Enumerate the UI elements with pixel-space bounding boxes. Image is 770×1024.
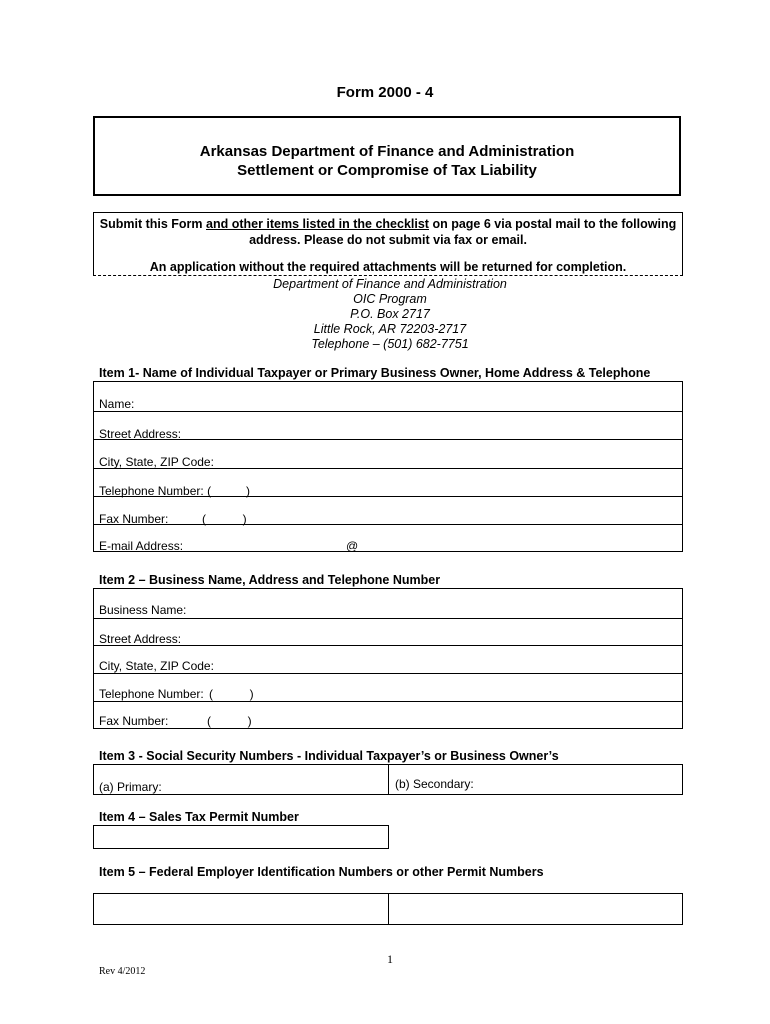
- item5-table: [93, 893, 683, 925]
- business-fax-label: Fax Number:: [99, 714, 169, 728]
- submission-text-part2: on page 6 via postal mail to the following address. Please do not submit via fax or email.: [249, 217, 677, 247]
- submission-text-part1: Submit this Form: [99, 217, 206, 231]
- street-address-field[interactable]: [94, 411, 682, 439]
- address-line: Department of Finance and Administration: [273, 277, 507, 291]
- address-line: OIC Program: [353, 292, 427, 306]
- ssn-primary-label: (a) Primary:: [99, 780, 162, 794]
- item2-table: [93, 588, 683, 729]
- submission-instructions: [93, 212, 683, 276]
- address-line: Telephone – (501) 682-7751: [311, 337, 469, 351]
- item3-table: [93, 764, 683, 795]
- business-street-label: Street Address:: [99, 632, 182, 646]
- business-city-field[interactable]: [94, 645, 682, 673]
- telephone-label: Telephone Number: (: [99, 484, 212, 498]
- city-state-zip-field[interactable]: [94, 439, 682, 468]
- fein-field-1[interactable]: [94, 894, 388, 924]
- header-agency: Arkansas Department of Finance and Administration: [199, 143, 575, 160]
- business-name-field[interactable]: [94, 589, 682, 618]
- revision-date: Rev 4/2012: [99, 966, 146, 977]
- ssn-primary-field[interactable]: [94, 765, 388, 794]
- submission-text: [94, 216, 682, 248]
- business-telephone-field[interactable]: [94, 673, 682, 701]
- business-fax-field[interactable]: [94, 701, 682, 728]
- business-telephone-label: Telephone Number:: [99, 687, 204, 701]
- page-number: 1: [387, 952, 393, 966]
- email-field[interactable]: [94, 524, 682, 551]
- checklist-reference: and other items listed in the checklist: [206, 217, 429, 231]
- mailing-address: [0, 277, 770, 352]
- attachments-warning: An application without the required attachments will be returned for completion.: [149, 260, 627, 274]
- fein-field-2[interactable]: [389, 894, 682, 924]
- item2-heading: Item 2 – Business Name, Address and Telephone Number: [99, 573, 441, 587]
- address-line: Little Rock, AR 72203-2717: [313, 322, 467, 336]
- item4-heading: Item 4 – Sales Tax Permit Number: [99, 810, 299, 824]
- address-line: P.O. Box 2717: [350, 307, 430, 321]
- name-label: Name:: [99, 397, 135, 411]
- item1-table: [93, 381, 683, 552]
- street-address-label: Street Address:: [99, 427, 182, 441]
- business-telephone-paren: ( ): [209, 687, 254, 701]
- email-at: @: [346, 539, 359, 553]
- business-street-field[interactable]: [94, 618, 682, 645]
- fax-field[interactable]: [94, 496, 682, 524]
- business-fax-paren: ( ): [207, 714, 252, 728]
- fax-label: Fax Number:: [99, 512, 169, 526]
- item3-heading: Item 3 - Social Security Numbers - Individual Taxpayer’s or Business Owner’s: [99, 749, 559, 763]
- name-field[interactable]: [94, 382, 682, 411]
- telephone-field[interactable]: [94, 468, 682, 496]
- city-state-zip-label: City, State, ZIP Code:: [99, 455, 214, 469]
- business-name-label: Business Name:: [99, 603, 187, 617]
- email-label: E-mail Address:: [99, 539, 184, 553]
- header-form-name: Settlement or Compromise of Tax Liability: [237, 162, 537, 179]
- form-title: Form 2000 - 4: [336, 84, 434, 101]
- telephone-paren: ): [246, 484, 250, 498]
- header-box: [93, 116, 681, 196]
- item5-heading: Item 5 – Federal Employer Identification Numbers or other Permit Numbers: [99, 865, 544, 879]
- divider: [93, 275, 683, 276]
- business-city-label: City, State, ZIP Code:: [99, 659, 214, 673]
- fax-paren: ( ): [202, 512, 247, 526]
- sales-tax-permit-field[interactable]: [93, 825, 389, 849]
- ssn-secondary-field[interactable]: [389, 765, 682, 794]
- item1-heading: Item 1- Name of Individual Taxpayer or Primary Business Owner, Home Address & Telephone: [99, 366, 651, 380]
- ssn-secondary-label: (b) Secondary:: [395, 777, 474, 791]
